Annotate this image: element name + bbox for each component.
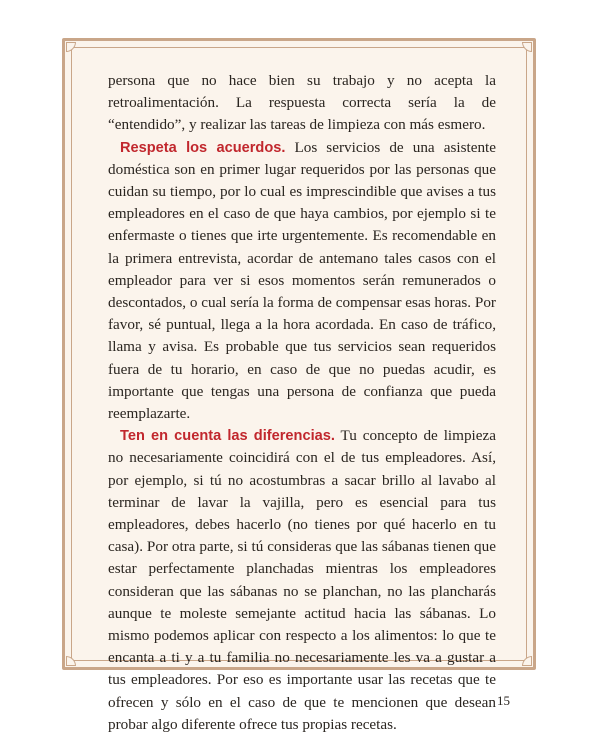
paragraph-continuation (108, 70, 496, 137)
paragraph-ten-en-cuenta (108, 425, 496, 736)
section-heading: Respeta los acuerdos. (120, 139, 286, 156)
paragraph-body: Tu concepto de limpieza no necesariamente coincidirá con el de tus empleadores. Así, por ejemplo, si tú no acostumbras a sacar brillo al lavabo al terminar de lavar la vajilla, pero es esencial para tus empleadores, debes hacerlo (no tienes por qué hacerlo en tu casa). Por otra parte, si tú consideras que las sábanas tienen que estar perfectamente planchadas mientras los empleadores consideran que las sábanas no se planchan, no las plancharás aunque te moleste semejante actitud hacia las sábanas. Lo mismo podemos aplicar con respecto a los alimentos: lo que te encanta a ti y a tu familia no necesariamente les va a gustar a tus empleadores. Por eso es importante usar las recetas que te ofrecen y sólo en el caso de que te mencionen que desean probar algo diferente ofrece tus propias recetas. (108, 427, 496, 733)
frame-corner-top-right (522, 42, 532, 52)
frame-corner-top-left (66, 42, 76, 52)
paragraph-body: Los servicios de una asistente doméstica son en primer lugar requeridos por las personas que cuidan su tiempo, por lo cual es imprescindible que avises a tus empleadores en el caso de que haya cambios, por ejemplo si te enfermaste o tienes que irte urgentemente. Es recomendable en la primera entrevista, acordar de antemano tales casos con el empleador para ver si esos momentos serán remunerados o descontados, o cual sería la forma de compensar esas horas. Por favor, sé puntual, llega a la hora acordada. En caso de tráfico, llama y avisa. Es probable que tus servicios sean requeridos fuera de tu horario, en caso de que no puedas acudir, es importante que tengas una persona de confianza que pueda reemplazarte. (108, 138, 496, 423)
page-number: 15 (497, 693, 510, 708)
paragraph-respeta-los-acuerdos (108, 137, 496, 426)
paragraph-body: persona que no hace bien su trabajo y no acepta la retroalimentación. La respuesta correcta sería la de “entendido”, y realizar las tareas de limpieza con más esmero. (108, 72, 496, 134)
frame-corner-bottom-right (522, 656, 532, 666)
frame-corner-bottom-left (66, 656, 76, 666)
body-text (108, 70, 496, 736)
section-heading: Ten en cuenta las diferencias. (120, 428, 335, 445)
